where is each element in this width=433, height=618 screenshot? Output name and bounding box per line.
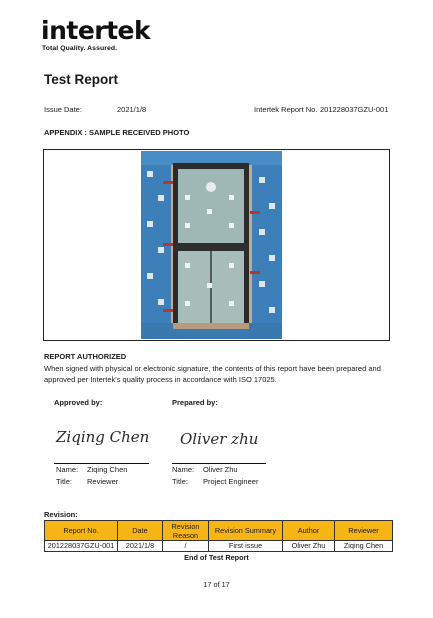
preparer-signature: Oliver zhu — [180, 430, 259, 448]
cell-date: 2021/1/8 — [118, 541, 163, 552]
logo-tagline: Total Quality. Assured. — [42, 45, 118, 52]
sample-window-photo — [141, 151, 282, 339]
issue-date-label: Issue Date: — [44, 105, 82, 114]
approver-signature: Ziqing Chen — [56, 428, 150, 446]
col-reviewer: Reviewer — [335, 521, 393, 541]
revision-heading: Revision: — [44, 510, 78, 519]
revision-header-row — [45, 521, 393, 541]
col-date: Date — [118, 521, 163, 541]
approver-title-label: Title: — [56, 477, 72, 486]
report-no-value: 201228037GZU-001 — [320, 105, 389, 114]
preparer-title: Project Engineer — [203, 477, 259, 486]
approved-by-label: Approved by: — [54, 398, 103, 407]
report-authorized-heading: REPORT AUTHORIZED — [44, 352, 127, 361]
approver-name: Ziqing Chen — [87, 465, 128, 474]
appendix-heading: APPENDIX : SAMPLE RECEIVED PHOTO — [44, 128, 190, 137]
col-revision-reason: Revision Reason — [163, 521, 209, 541]
page-number: 17 of 17 — [203, 580, 230, 589]
issue-date-value: 2021/1/8 — [117, 105, 147, 114]
end-of-report: End of Test Report — [184, 553, 249, 562]
preparer-name-label: Name: — [172, 465, 195, 474]
authorization-text: When signed with physical or electronic signature, the contents of this report have been prepared and approved per Intertek's quality process in accordance with ISO 17025. — [44, 364, 381, 384]
col-author: Author — [283, 521, 335, 541]
cell-reviewer: Ziqing Chen — [335, 541, 393, 552]
cell-author: Oliver Zhu — [283, 541, 335, 552]
page-title: Test Report — [44, 72, 119, 87]
revision-table — [44, 520, 393, 552]
approver-name-label: Name: — [56, 465, 79, 474]
approver-title: Reviewer — [87, 477, 119, 486]
col-report-no: Report No. — [45, 521, 118, 541]
report-no-label: Intertek Report No. — [254, 105, 318, 114]
sample-photo-frame — [43, 149, 390, 341]
cell-revision-reason: / — [163, 541, 209, 552]
preparer-signature-line — [172, 463, 266, 464]
approver-signature-line — [54, 463, 149, 464]
preparer-name: Oliver Zhu — [203, 465, 238, 474]
table-row — [45, 541, 393, 552]
cell-report-no: 201228037GZU-001 — [45, 541, 118, 552]
col-revision-summary: Revision Summary — [209, 521, 283, 541]
intertek-logo: intertek — [41, 16, 151, 45]
cell-revision-summary: First issue — [209, 541, 283, 552]
preparer-title-label: Title: — [172, 477, 188, 486]
prepared-by-label: Prepared by: — [172, 398, 218, 407]
